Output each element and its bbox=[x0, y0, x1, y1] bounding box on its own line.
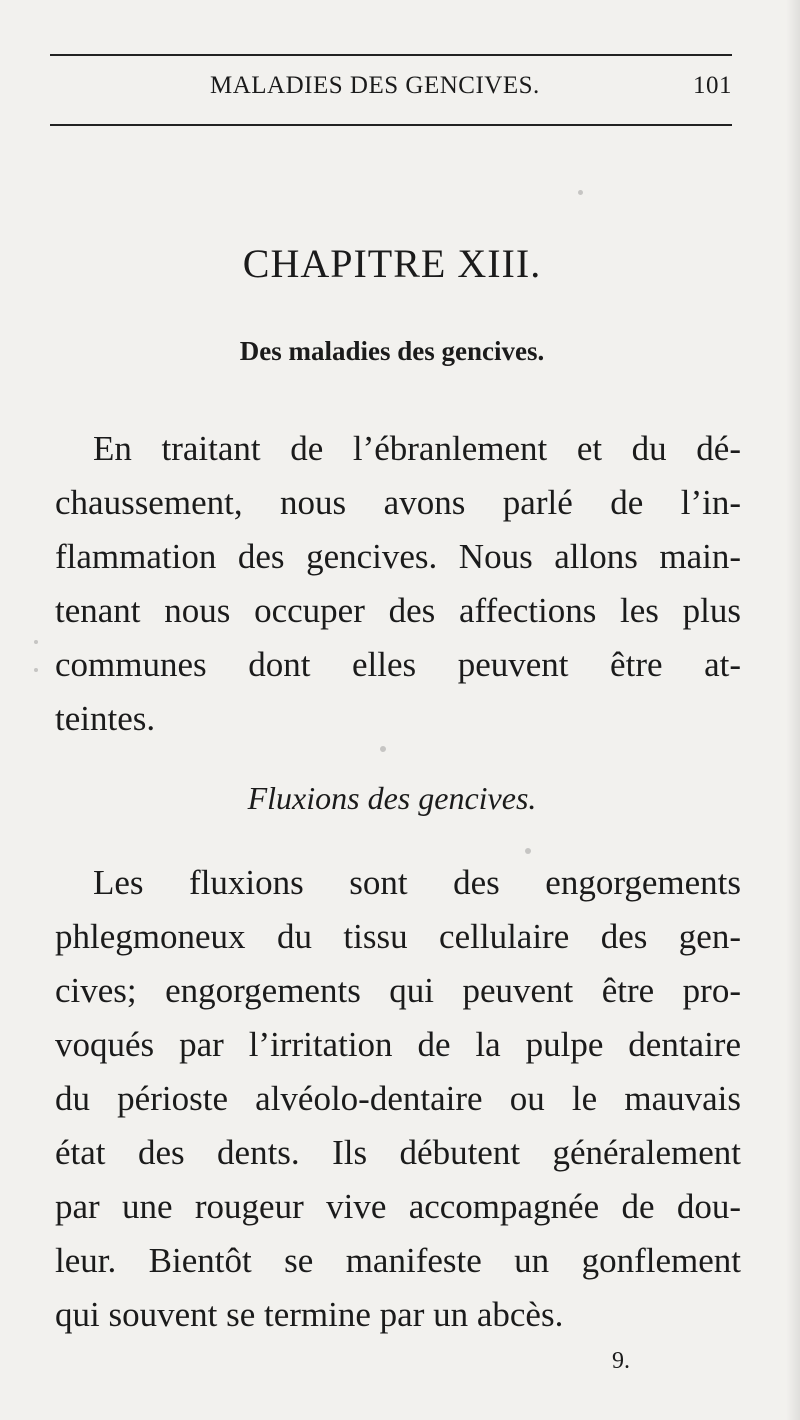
paragraph-line: état des dents. Ils débutent généralement bbox=[55, 1133, 741, 1172]
section-heading: Fluxions des gencives. bbox=[247, 780, 537, 816]
paper-speck bbox=[578, 190, 583, 195]
paragraph-line: par une rougeur vive accompagnée de dou- bbox=[55, 1187, 741, 1226]
paragraph-line: cives; engorgements qui peuvent être pro- bbox=[55, 971, 741, 1010]
running-head bbox=[50, 72, 732, 108]
paragraph-line: Les fluxions sont des engorgements bbox=[93, 863, 741, 902]
paragraph-line: flammation des gencives. Nous allons main- bbox=[55, 537, 741, 576]
header-rule-top bbox=[50, 54, 732, 56]
paper-speck bbox=[34, 640, 38, 644]
paragraph-line: teintes. bbox=[55, 699, 156, 738]
paragraph-line: En traitant de l’ébranlement et du dé- bbox=[93, 429, 741, 468]
paragraph-line: leur. Bientôt se manifeste un gonflement bbox=[55, 1241, 741, 1280]
paragraph-line: tenant nous occuper des affections les plus bbox=[55, 591, 741, 630]
paragraph-line: communes dont elles peuvent être at- bbox=[55, 645, 741, 684]
page-number: 101 bbox=[693, 72, 732, 99]
signature-mark: 9. bbox=[612, 1348, 630, 1374]
header-rule-bottom bbox=[50, 124, 732, 126]
paragraph-line: qui souvent se termine par un abcès. bbox=[55, 1295, 564, 1334]
paragraph-line: voqués par l’irritation de la pulpe dentaire bbox=[55, 1025, 741, 1064]
chapter-title: CHAPITRE XIII. bbox=[242, 241, 542, 286]
paragraph-line: phlegmoneux du tissu cellulaire des gen- bbox=[55, 917, 741, 956]
paper-speck bbox=[380, 746, 386, 752]
running-title: MALADIES DES GENCIVES. bbox=[210, 72, 540, 99]
paragraph-intro bbox=[55, 422, 741, 746]
chapter-subtitle: Des maladies des gencives. bbox=[239, 336, 545, 366]
paper-speck bbox=[525, 848, 531, 854]
paragraph-fluxions bbox=[55, 856, 741, 1342]
paper-speck bbox=[34, 668, 38, 672]
page-edge-shadow bbox=[786, 0, 800, 1420]
paragraph-line: chaussement, nous avons parlé de l’in- bbox=[55, 483, 741, 522]
paragraph-line: du périoste alvéolo-dentaire ou le mauvais bbox=[55, 1079, 741, 1118]
